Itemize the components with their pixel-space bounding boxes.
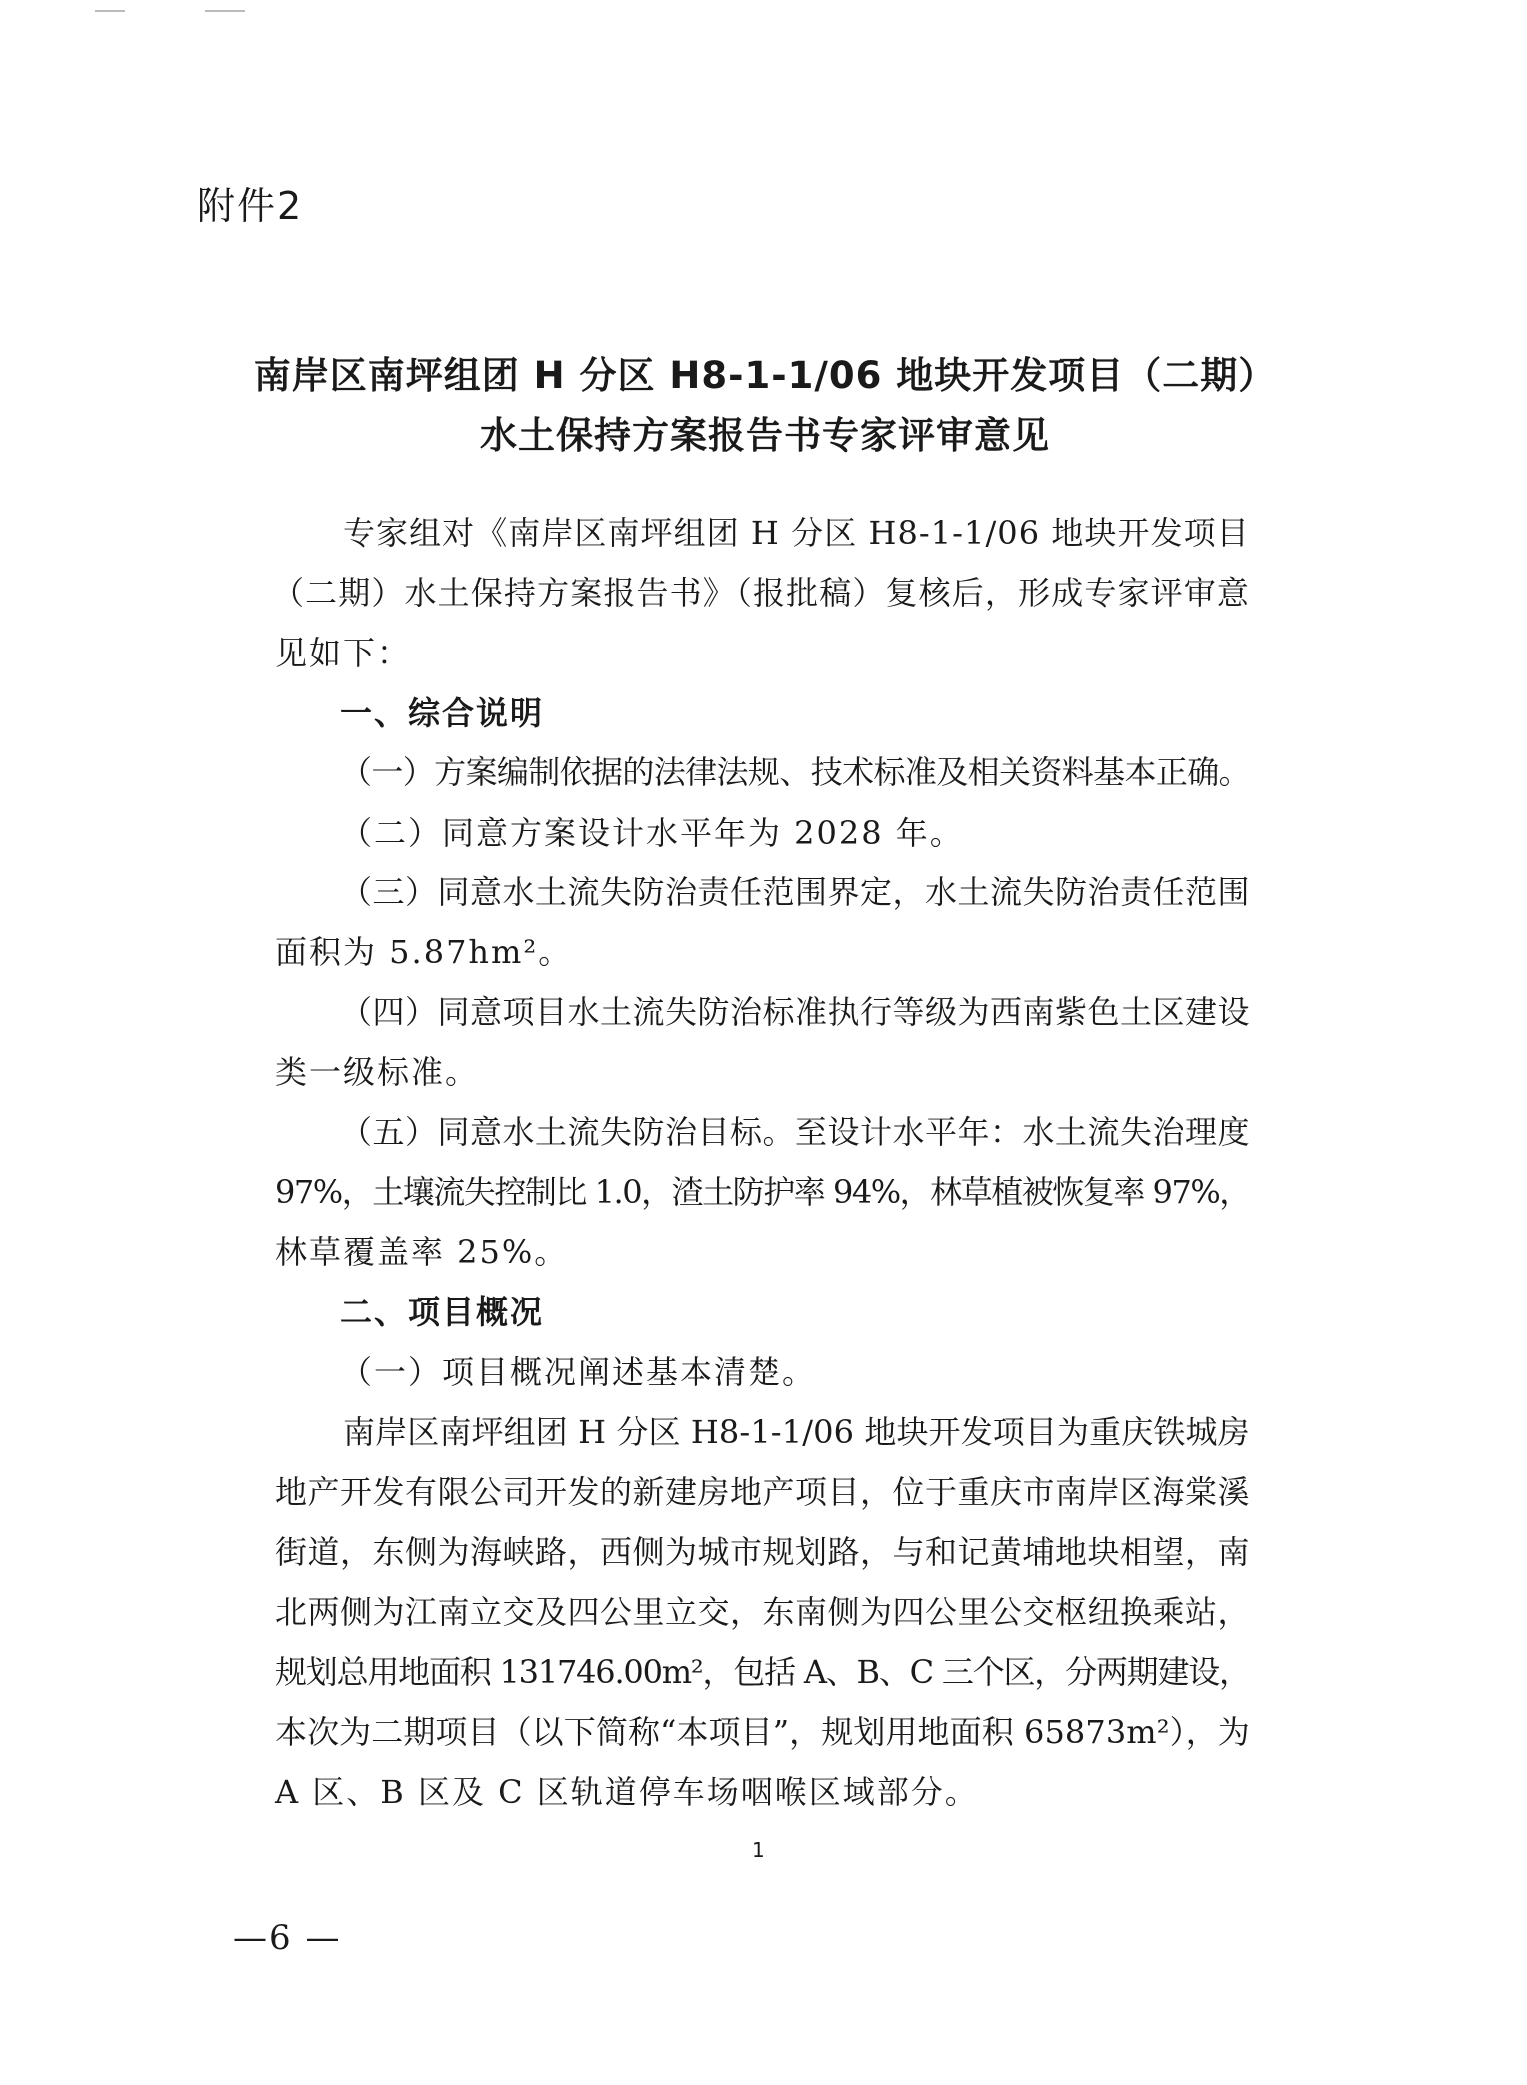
body-line: （三）同意水土流失防治责任范围界定，水土流失防治责任范围 [340, 873, 1251, 911]
body-line: 地产开发有限公司开发的新建房地产项目，位于重庆市南岸区海棠溪 [275, 1473, 1251, 1511]
body-line: 专家组对《南岸区南坪组团 H 分区 H8-1-1/06 地块开发项目 [343, 514, 1250, 552]
body-line: 北两侧为江南立交及四公里立交，东南侧为四公里公交枢纽换乘站， [275, 1593, 1251, 1631]
scan-mark [205, 10, 245, 12]
document-title-line-1: 南岸区南坪组团 H 分区 H8-1-1/06 地块开发项目（二期） [253, 354, 1277, 397]
body-line: 南岸区南坪组团 H 分区 H8-1-1/06 地块开发项目为重庆铁城房 [343, 1413, 1250, 1451]
document-title-line-2: 水土保持方案报告书专家评审意见 [480, 414, 1050, 457]
body-line: 街道，东侧为海峡路，西侧为城市规划路，与和记黄埔地块相望，南 [275, 1533, 1251, 1571]
section-heading: 一、综合说明 [340, 694, 545, 732]
page-number: 1 [752, 1838, 765, 1862]
body-line: （二）同意方案设计水平年为 2028 年。 [340, 814, 964, 852]
footer-page-number: —6 — [233, 1918, 342, 1958]
body-line: 本次为二期项目（以下简称“本项目”，规划用地面积 65873m²），为 [275, 1713, 1250, 1751]
body-line: 规划总用地面积 131746.00m²，包括 A、B、C 三个区，分两期建设， [275, 1653, 1250, 1691]
body-line: 97%，土壤流失控制比 1.0，渣土防护率 94%，林草植被恢复率 97%， [275, 1173, 1250, 1211]
body-line: 面积为 5.87hm²。 [275, 933, 573, 971]
body-line: 见如下： [275, 634, 412, 672]
body-line: （五）同意水土流失防治目标。至设计水平年：水土流失治理度 [340, 1113, 1251, 1151]
body-line: （一）方案编制依据的法律法规、技术标准及相关资料基本正确。 [340, 753, 1251, 791]
body-line: （二期）水土保持方案报告书》（报批稿）复核后，形成专家评审意 [272, 574, 1251, 612]
body-line: A 区、B 区及 C 区轨道停车场咽喉区域部分。 [275, 1773, 979, 1811]
body-line: 类一级标准。 [275, 1053, 480, 1091]
section-heading: 二、项目概况 [340, 1293, 545, 1331]
body-line: （四）同意项目水土流失防治标准执行等级为西南紫色土区建设 [340, 993, 1251, 1031]
body-line: 林草覆盖率 25%。 [275, 1233, 569, 1271]
body-line: （一）项目概况阐述基本清楚。 [340, 1353, 817, 1391]
attachment-label: 附件2 [197, 184, 304, 228]
scan-mark [95, 10, 125, 12]
